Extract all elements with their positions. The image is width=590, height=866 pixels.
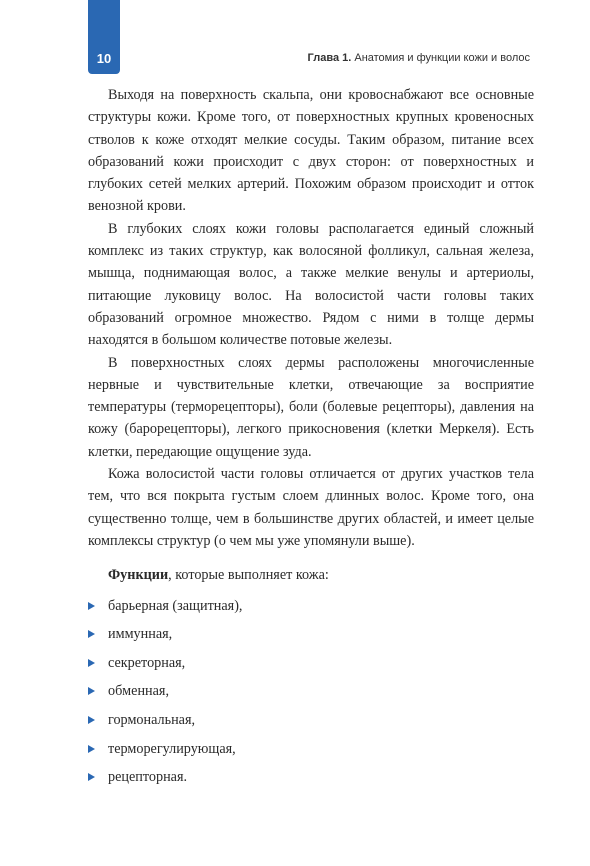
functions-list [88,595,534,795]
triangle-bullet-icon [88,716,95,724]
triangle-bullet-icon [88,687,95,695]
functions-heading-bold: Функции [108,567,169,584]
list-item [88,709,534,738]
page-number: 10 [96,51,112,66]
list-item [88,766,534,795]
list-item [88,652,534,681]
triangle-bullet-icon [88,659,95,667]
chapter-label: Глава 1. [307,52,352,64]
chapter-title: Анатомия и функции кожи и волос [351,52,530,64]
list-item-label: секреторная, [108,654,186,671]
list-item-label: рецепторная. [108,769,188,786]
triangle-bullet-icon [88,630,95,638]
list-item [88,680,534,709]
functions-heading [88,564,534,586]
list-item [88,623,534,652]
triangle-bullet-icon [88,602,95,610]
triangle-bullet-icon [88,745,95,753]
list-item-label: терморегулирующая, [108,740,236,757]
page-number-tab [88,0,120,74]
triangle-bullet-icon [88,773,95,781]
list-item-label: барьерная (защитная), [108,597,243,614]
list-item [88,595,534,624]
paragraph: Выходя на поверхность скальпа, они кровоснабжают все основные структуры кожи. Кроме того, от поверхностных крупных кровеносных стволов к коже отходят мелкие сосуды. Таким образом, питание всех образований кожи происходит с двух сторон: от поверхностных и глубоких сетей мелких артерий. Похожим образом происходит и отток венозной крови. [88,87,534,215]
running-header [308,52,530,64]
paragraph: В глубоких слоях кожи головы располагается единый сложный комплекс из таких структур, как волосяной фолликул, сальная железа, мышца, поднимающая волос, а также мелкие венулы и артериолы, питающие луковицу волос. На волосистой части головы таких образований огромное множество. Рядом с ними в толще дермы находятся в большом количестве потовые железы. [88,220,534,349]
paragraph: В поверхностных слоях дермы расположены многочисленные нервные и чувствительные клетки, отвечающие за восприятие температуры (терморецепторы), боли (болевые рецепторы), давления на кожу (барорецепторы), легкого прикосновения (клетки Меркеля). Есть клетки, передающие ощущение зуда. [88,354,534,460]
paragraph: Кожа волосистой части головы отличается от других участков тела тем, что вся покрыта густым слоем длинных волос. Кроме того, она существенно толще, чем в большинстве других областей, и имеет целые комплексы структур (о чем мы уже упомянули выше). [88,466,534,549]
list-item [88,738,534,767]
page-body [88,84,534,795]
functions-heading-rest: , которые выполняет кожа: [168,567,329,584]
list-item-label: гормональная, [108,711,196,728]
list-item-label: иммунная, [108,626,173,643]
list-item-label: обменная, [108,683,170,700]
